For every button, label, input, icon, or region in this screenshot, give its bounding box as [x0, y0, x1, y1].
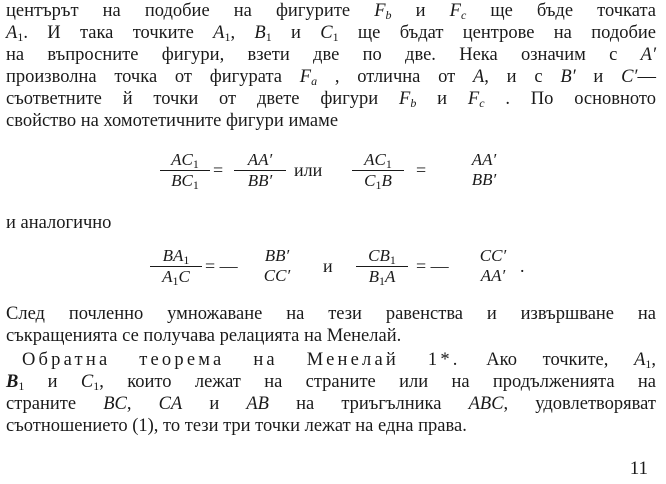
math-symbol: A	[6, 23, 18, 43]
math-subscript: 1	[375, 178, 382, 192]
text-run: Ако точките,	[460, 350, 635, 370]
math-subscript: c	[479, 96, 485, 110]
fraction	[160, 150, 210, 191]
text-run: и	[416, 89, 468, 109]
math-subscript: 1	[17, 30, 24, 44]
math-subscript: 1	[224, 30, 231, 44]
math-subscript: a	[311, 74, 318, 88]
fraction-numerator: CC′	[479, 246, 507, 265]
math-symbol: AB	[246, 394, 269, 414]
math-subscript: 1	[192, 178, 199, 192]
text-run: и	[271, 23, 321, 43]
text-run: ,	[651, 350, 656, 370]
math-symbol: B	[6, 372, 19, 392]
math-symbol: BC	[103, 394, 127, 414]
math-subscript: 1	[265, 30, 272, 44]
text-run: свойство на хомотетичните фигури имаме	[6, 111, 339, 131]
equation-1	[0, 150, 666, 200]
math-subscript: 1	[93, 379, 100, 393]
equation-2	[0, 246, 666, 296]
equals-sign: =	[213, 160, 224, 180]
fraction-denominator: B	[368, 267, 379, 286]
math-subscript: 1	[18, 379, 25, 393]
text-run: и	[391, 1, 450, 21]
math-subscript: 1	[192, 157, 199, 171]
text-run: , удовлетворяват	[503, 394, 656, 414]
text-run: произволна точка от фигурата	[6, 67, 300, 87]
math-subscript: 1	[389, 253, 396, 267]
fraction	[150, 246, 202, 287]
math-symbol: A′	[640, 45, 656, 65]
fraction-numerator: AA′	[247, 150, 273, 169]
math-symbol: A	[472, 67, 485, 87]
equals-sign: = —	[205, 256, 238, 276]
math-subscript: c	[460, 8, 467, 22]
fraction-numerator: AC	[364, 150, 386, 169]
math-symbol: F	[374, 1, 386, 21]
text-line	[6, 371, 656, 393]
fraction-denominator: A	[162, 267, 173, 286]
text-line	[6, 44, 656, 66]
math-symbol: C	[80, 372, 94, 392]
equals-sign: =	[416, 160, 427, 180]
text-run: на триъгълника	[268, 394, 469, 414]
fraction	[252, 246, 302, 286]
text-run: —	[637, 67, 656, 87]
fraction-numerator: BB′	[264, 246, 290, 265]
fraction-denominator-rest: C	[178, 267, 190, 286]
text-run: страните	[6, 394, 104, 414]
text-line	[6, 22, 656, 44]
fraction-numerator: AA′	[471, 150, 497, 169]
text-run: , и с	[484, 67, 561, 87]
fraction-denominator-rest: A	[385, 267, 396, 286]
math-symbol: B	[254, 23, 266, 43]
text-run: и	[182, 394, 247, 414]
math-symbol: C′	[621, 67, 638, 87]
equation-connector: или	[294, 160, 323, 180]
fraction-denominator: CC′	[263, 266, 291, 285]
text-line	[6, 303, 656, 325]
math-symbol: F	[399, 89, 411, 109]
math-subscript: 1	[385, 157, 392, 171]
math-symbol: B′	[560, 67, 576, 87]
math-symbol: ABC	[468, 394, 504, 414]
text-run: След почленно умножаване на тези равенства и извършване на	[6, 304, 656, 324]
fraction	[356, 246, 408, 287]
math-symbol: F	[449, 1, 461, 21]
fraction	[468, 246, 518, 286]
text-line	[6, 393, 656, 415]
text-run: . По основното	[484, 89, 657, 109]
equation-period: .	[520, 256, 525, 276]
text-run: ,	[126, 394, 159, 414]
text-run: съответните й точки от двете фигури	[6, 89, 400, 109]
math-symbol: F	[467, 89, 480, 109]
text-run: съотношението (1), то тези три точки лежат на една права.	[6, 416, 467, 436]
text-line	[6, 415, 656, 437]
math-subscript: 1	[645, 357, 652, 371]
fraction-denominator: BB′	[471, 170, 497, 189]
text-run: , които лежат на страните или на продълженията на	[99, 372, 656, 392]
fraction-denominator: BC	[171, 171, 193, 190]
text-line	[6, 212, 656, 234]
fraction-numerator: CB	[368, 246, 390, 265]
text-run: и	[575, 67, 622, 87]
fraction-numerator: AC	[171, 150, 193, 169]
fraction-numerator: BA	[162, 246, 184, 265]
math-subscript: 1	[183, 253, 190, 267]
text-line	[6, 66, 656, 88]
text-line	[6, 88, 656, 110]
fraction	[352, 150, 404, 191]
text-run: и аналогично	[6, 213, 112, 233]
math-symbol: A	[634, 350, 646, 370]
fraction-denominator: AA′	[480, 266, 506, 285]
text-run: центърът на подобие на фигурите	[6, 1, 375, 21]
math-subscript: 1	[332, 30, 339, 44]
equation-connector: и	[323, 256, 333, 276]
math-subscript: b	[385, 8, 392, 22]
math-symbol: F	[299, 67, 312, 87]
text-line	[6, 325, 656, 347]
text-run: ще бъде точката	[466, 1, 657, 21]
text-run: . И така точките	[23, 23, 214, 43]
text-run: и	[24, 372, 81, 392]
equals-sign: = —	[416, 256, 449, 276]
math-subscript: 1	[172, 274, 179, 288]
text-line	[22, 349, 656, 371]
math-symbol: CA	[158, 394, 183, 414]
math-symbol: C	[320, 23, 333, 43]
fraction	[234, 150, 286, 191]
fraction	[458, 150, 510, 190]
fraction-denominator: C	[364, 171, 376, 190]
text-run: , отлична от	[317, 67, 473, 87]
theorem-heading: Обратна теорема на Менелай 1*.	[22, 350, 461, 370]
math-subscript: b	[410, 96, 417, 110]
text-line	[6, 110, 656, 132]
text-run: ,	[230, 23, 255, 43]
fraction-denominator-rest: B	[381, 171, 392, 190]
text-run: ще бъдат центрове на подобие	[338, 23, 657, 43]
math-subscript: 1	[379, 274, 385, 288]
text-line	[6, 0, 656, 22]
text-run: съкращенията се получава релацията на Менелай.	[6, 326, 402, 346]
fraction-denominator: BB′	[234, 170, 286, 191]
math-symbol: A	[213, 23, 225, 43]
text-run: на въпросните фигури, взети две по две. Нека означим с	[6, 45, 641, 65]
page-number: 11	[629, 458, 648, 479]
